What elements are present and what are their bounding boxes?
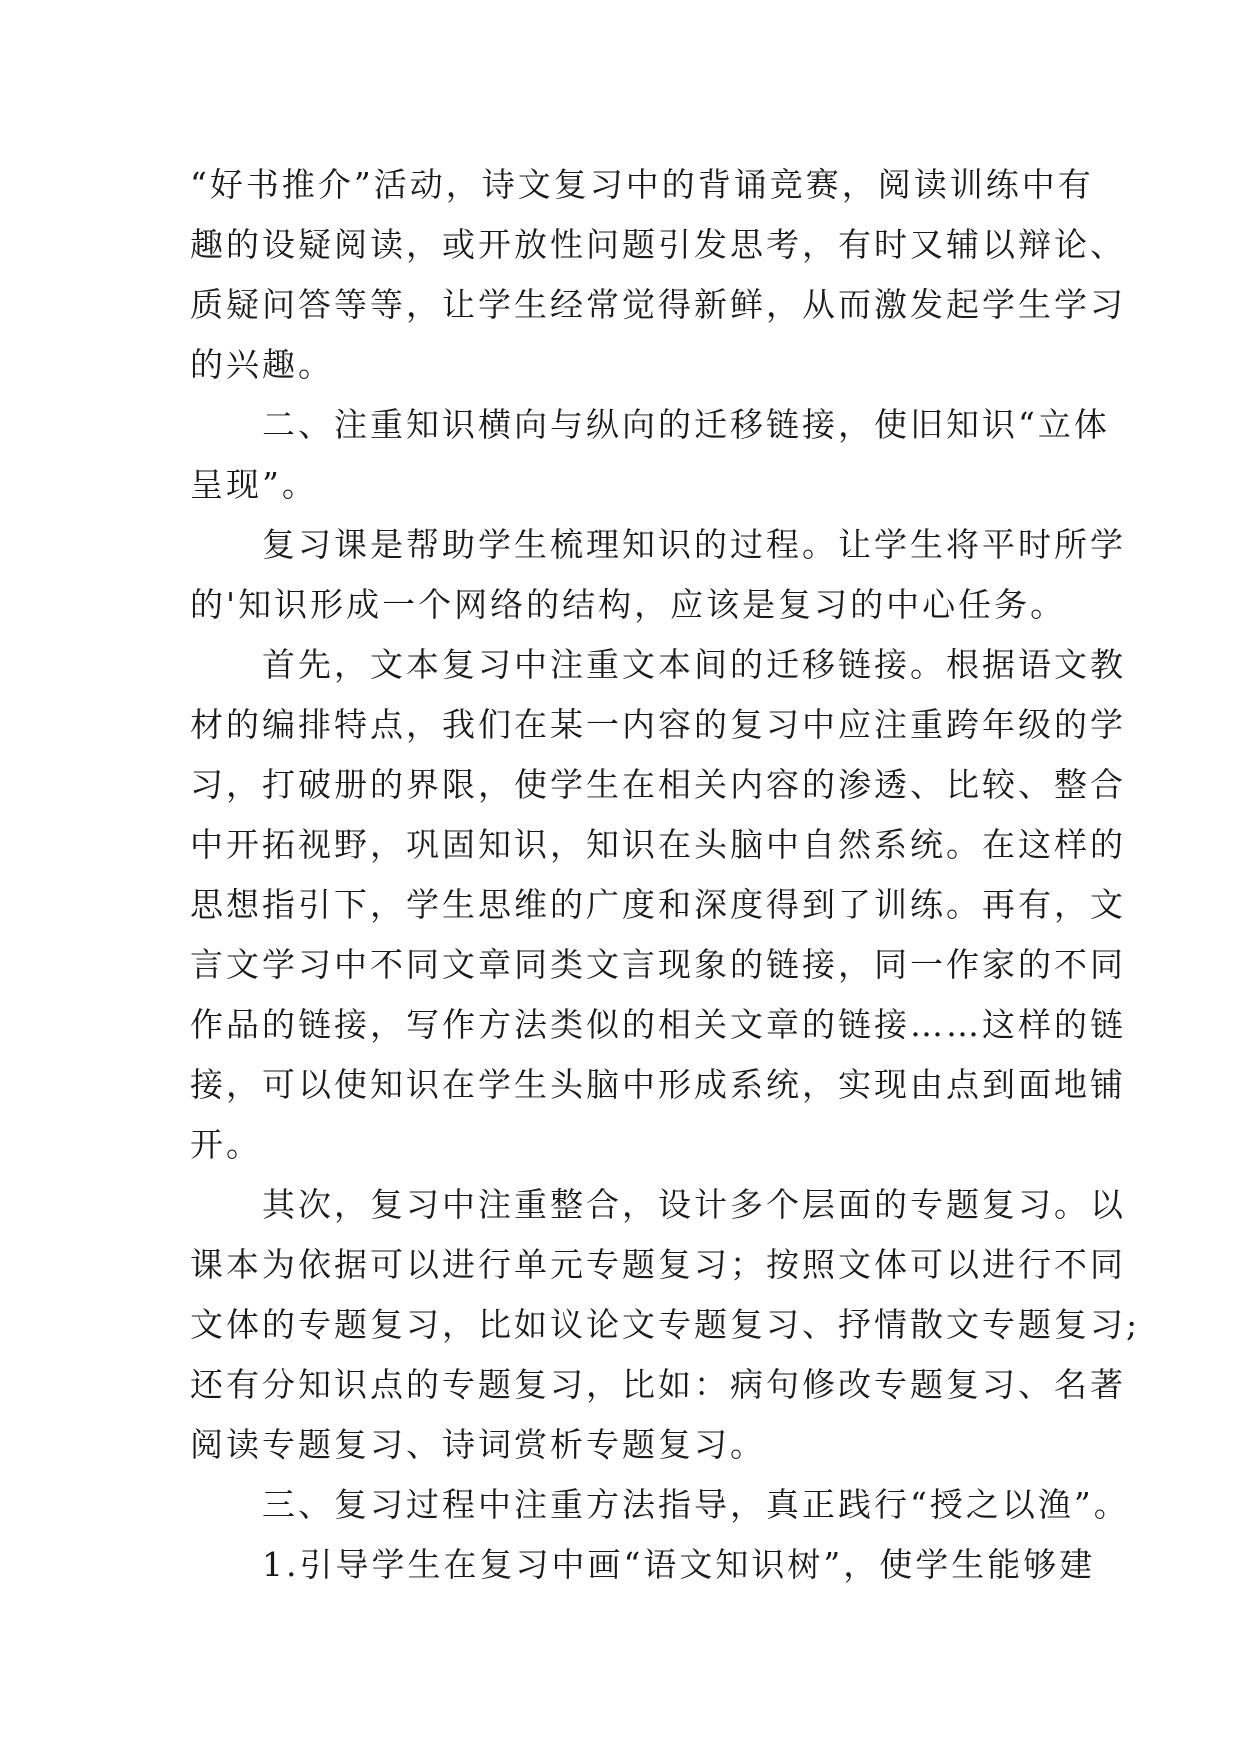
text-line: 接，可以使知识在学生头脑中形成系统，实现由点到面地铺 bbox=[190, 1065, 1126, 1104]
section-heading-line: 三、复习过程中注重方法指导，真正践行“授之以渔”。 bbox=[190, 1485, 1130, 1524]
text-line: 言文学习中不同文章同类文言现象的链接，同一作家的不同 bbox=[190, 945, 1126, 984]
text-line: “好书推介”活动，诗文复习中的背诵竞赛，阅读训练中有 bbox=[190, 165, 1094, 204]
text-line: 思想指引下，学生思维的广度和深度得到了训练。再有，文 bbox=[190, 885, 1126, 924]
section-heading-line: 呈现”。 bbox=[190, 465, 318, 504]
text-line: 还有分知识点的专题复习，比如：病句修改专题复习、名著 bbox=[190, 1365, 1126, 1404]
section-heading-line: 二、注重知识横向与纵向的迁移链接，使旧知识“立体 bbox=[190, 405, 1110, 444]
text-line: 开。 bbox=[190, 1125, 262, 1164]
text-line: 中开拓视野，巩固知识，知识在头脑中自然系统。在这样的 bbox=[190, 825, 1126, 864]
text-line: 习，打破册的界限，使学生在相关内容的渗透、比较、整合 bbox=[190, 765, 1126, 804]
body-text bbox=[190, 155, 1141, 1595]
text-line: 复习课是帮助学生梳理知识的过程。让学生将平时所学 bbox=[190, 525, 1126, 564]
text-line: 趣的设疑阅读，或开放性问题引发思考，有时又辅以辩论、 bbox=[190, 225, 1126, 264]
text-line: 课本为依据可以进行单元专题复习；按照文体可以进行不同 bbox=[190, 1245, 1126, 1284]
text-line: 阅读专题复习、诗词赏析专题复习。 bbox=[190, 1425, 766, 1464]
text-line: 文体的专题复习，比如议论文专题复习、抒情散文专题复习; bbox=[190, 1305, 1141, 1344]
text-line: 其次，复习中注重整合，设计多个层面的专题复习。以 bbox=[190, 1185, 1126, 1224]
text-line: 的兴趣。 bbox=[190, 345, 334, 384]
text-line: 1.引导学生在复习中画“语文知识树”，使学生能够建 bbox=[190, 1545, 1096, 1584]
text-line: 材的编排特点，我们在某一内容的复习中应注重跨年级的学 bbox=[190, 705, 1126, 744]
text-line: 质疑问答等等，让学生经常觉得新鲜，从而激发起学生学习 bbox=[190, 285, 1126, 324]
text-line: 首先，文本复习中注重文本间的迁移链接。根据语文教 bbox=[190, 645, 1126, 684]
text-line: 的'知识形成一个网络的结构，应该是复习的中心任务。 bbox=[190, 585, 1067, 624]
text-line: 作品的链接，写作方法类似的相关文章的链接……这样的链 bbox=[190, 1005, 1126, 1044]
